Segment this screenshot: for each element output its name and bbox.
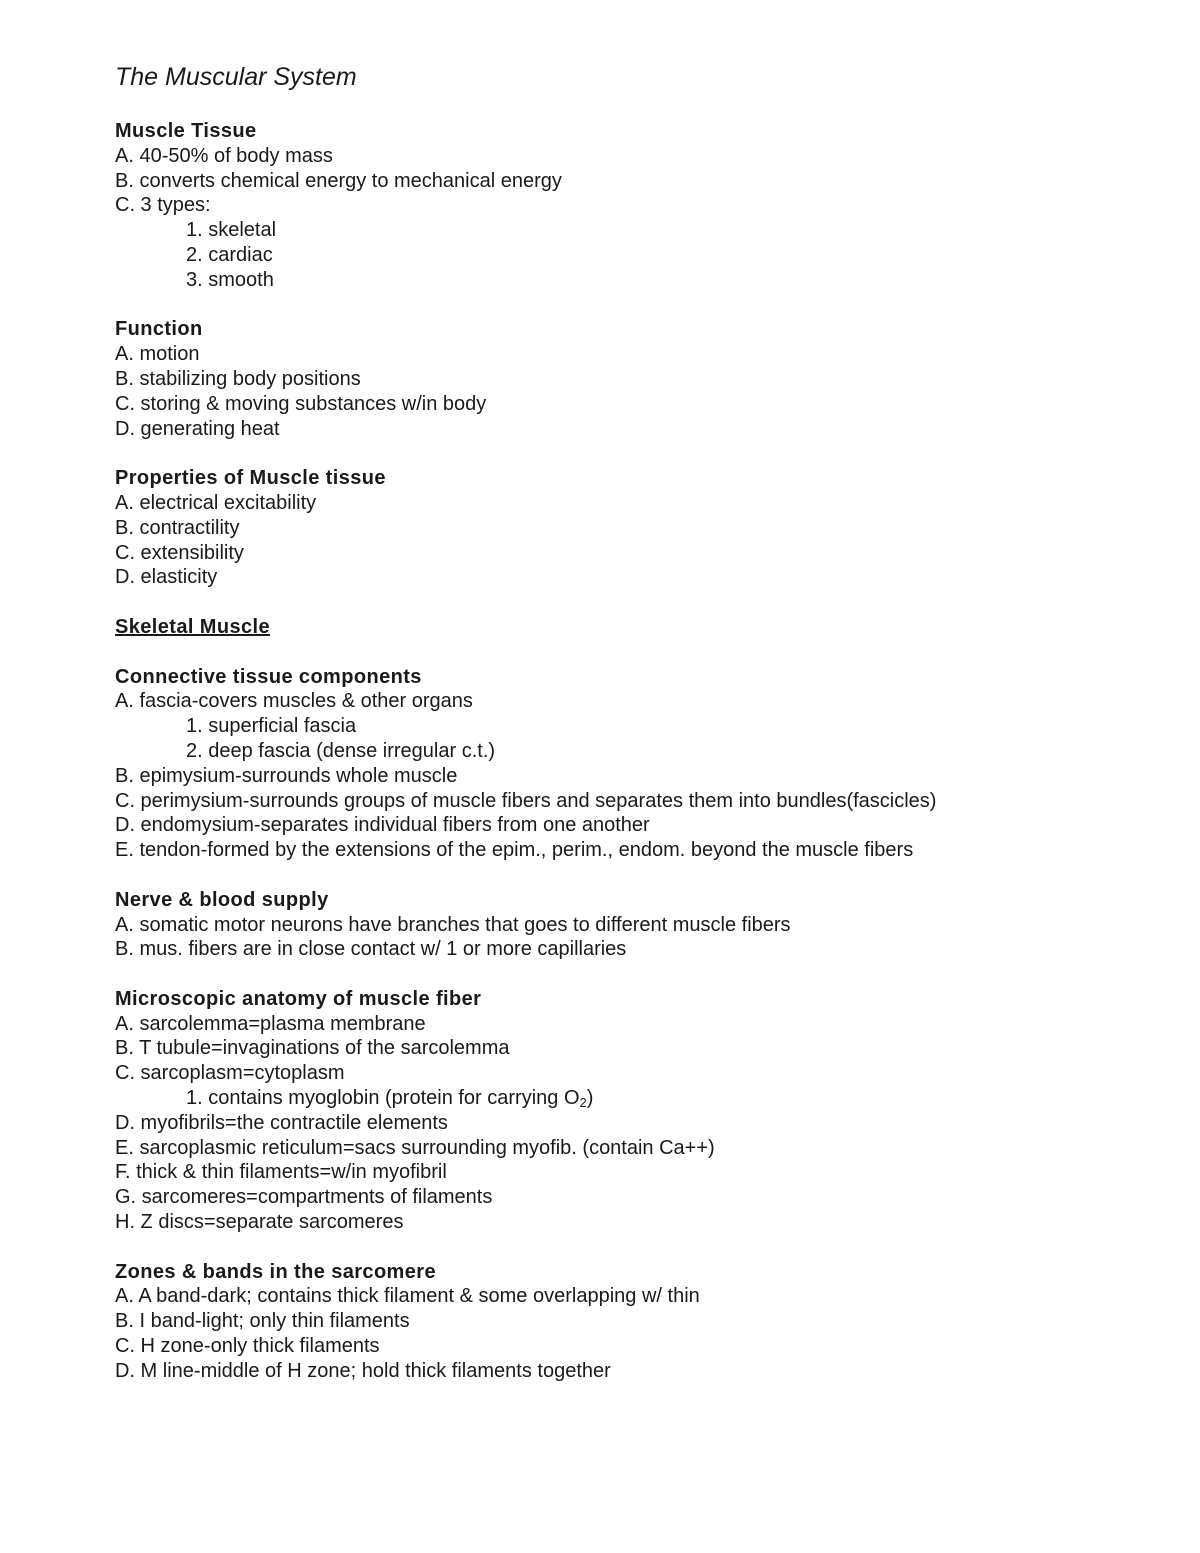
skeletal-muscle-heading: Skeletal Muscle [115,615,270,638]
sub-list-item [115,243,1155,268]
list-item-text: D. M line-middle of H zone; hold thick filaments together [115,1359,611,1382]
list-item-text: C. perimysium-surrounds groups of muscle fibers and separates them into bundles(fascicles) [115,789,937,812]
sub-list-item [115,218,1155,243]
list-item [115,764,1155,789]
list-item-text: E. sarcoplasmic reticulum=sacs surrounding myofib. (contain Ca++) [115,1136,715,1159]
list-item-text: A. fascia-covers muscles & other organs [115,690,473,713]
list-item-text: B. stabilizing body positions [115,367,361,390]
sections-group-skeletal [115,665,1155,1384]
list-item [115,144,1155,169]
list-item-text: C. extensibility [115,541,244,564]
list-item [115,169,1155,194]
list-item-text: C. storing & moving substances w/in body [115,392,487,415]
list-item-text: D. myofibrils=the contractile elements [115,1111,448,1134]
list-item [115,689,1155,714]
list-item-text: D. generating heat [115,417,280,440]
list-item-text: B. T tubule=invaginations of the sarcolemma [115,1037,510,1060]
document-page [115,60,1155,1408]
list-item [115,417,1155,442]
section-function [115,317,1155,441]
list-item-text: 1. contains myoglobin (protein for carrying O [186,1087,580,1110]
sections-group-general [115,119,1155,590]
list-item-text: B. epimysium-surrounds whole muscle [115,764,458,787]
list-item [115,1185,1155,1210]
section-microscopic [115,987,1155,1235]
list-item-text: D. elasticity [115,566,218,589]
list-item-text: F. thick & thin filaments=w/in myofibril [115,1161,447,1184]
section-heading: Connective tissue components [115,665,422,688]
subscript: 2 [579,1095,587,1111]
list-item [115,1136,1155,1161]
section-heading: Muscle Tissue [115,120,257,142]
list-item [115,913,1155,938]
list-item [115,1210,1155,1235]
list-item-text: A. electrical excitability [115,491,317,514]
list-item [115,1111,1155,1136]
list-item-text: C. H zone-only thick filaments [115,1335,380,1358]
list-item [115,937,1155,962]
list-item-text: E. tendon-formed by the extensions of the epim., perim., endom. beyond the muscle fibers [115,839,914,862]
section-zones [115,1260,1155,1384]
list-item [115,789,1155,814]
list-item-text: B. mus. fibers are in close contact w/ 1 or more capillaries [115,938,627,961]
section-nerve-blood [115,888,1155,962]
list-item [115,1160,1155,1185]
list-item-text: 2. cardiac [186,243,273,266]
list-item [115,491,1155,516]
sub-list-item [115,714,1155,739]
sub-list-item [115,739,1155,764]
list-item-text: B. I band-light; only thin filaments [115,1310,410,1333]
list-item-text: A. motion [115,343,200,366]
list-item [115,541,1155,566]
list-item-text: G. sarcomeres=compartments of filaments [115,1186,493,1209]
section-muscle-tissue [115,119,1155,293]
sub-list-item [115,1086,1155,1111]
list-item [115,516,1155,541]
list-item [115,1284,1155,1309]
list-item-text: 1. superficial fascia [186,715,357,738]
list-item-text: B. converts chemical energy to mechanical energy [115,169,562,192]
section-heading: Nerve & blood supply [115,888,329,911]
list-item [115,1359,1155,1384]
sub-list-item [115,268,1155,293]
list-item-text: C. sarcoplasm=cytoplasm [115,1062,345,1085]
list-item [115,1012,1155,1037]
document-title: The Muscular System [115,63,357,91]
list-item-text: C. 3 types: [115,194,211,217]
list-item-text: H. Z discs=separate sarcomeres [115,1211,404,1234]
list-item-text: D. endomysium-separates individual fibers from one another [115,814,650,837]
list-item [115,813,1155,838]
section-heading: Function [115,318,203,341]
list-item [115,367,1155,392]
list-item [115,1061,1155,1086]
list-item-text: A. A band-dark; contains thick filament & some overlapping w/ thin [115,1285,700,1308]
list-item [115,1036,1155,1061]
list-item [115,1309,1155,1334]
list-item-text: A. sarcolemma=plasma membrane [115,1012,426,1035]
section-heading: Microscopic anatomy of muscle fiber [115,987,482,1010]
section-skeletal-muscle [115,615,1155,640]
list-item [115,1334,1155,1359]
list-item-text: 3. smooth [186,268,274,291]
list-item [115,565,1155,590]
list-item-text: 1. skeletal [186,219,277,242]
list-item-text: A. 40-50% of body mass [115,144,333,167]
section-connective [115,665,1155,863]
section-heading: Properties of Muscle tissue [115,467,386,490]
list-item [115,342,1155,367]
list-item-text: B. contractility [115,516,240,539]
list-item [115,838,1155,863]
section-properties [115,466,1155,590]
list-item-text: A. somatic motor neurons have branches that goes to different muscle fibers [115,913,791,936]
section-heading: Zones & bands in the sarcomere [115,1260,436,1283]
list-item [115,392,1155,417]
list-item [115,193,1155,218]
list-item-tail: ) [586,1087,594,1110]
list-item-text: 2. deep fascia (dense irregular c.t.) [186,739,496,762]
